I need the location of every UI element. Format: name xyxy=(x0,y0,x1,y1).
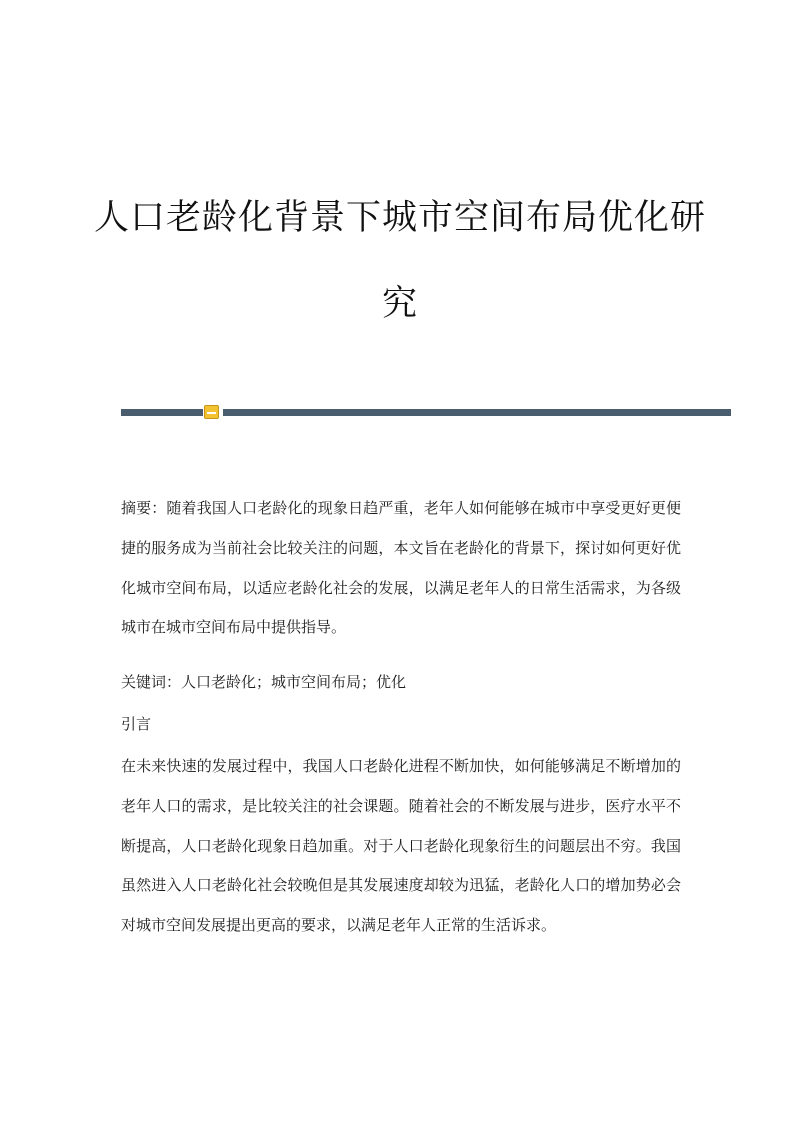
introduction-paragraph: 在未来快速的发展过程中，我国人口老龄化进程不断加快，如何能够满足不断增加的老年人口的需求，是比较关注的社会课题。随着社会的不断发展与进步，医疗水平不断提高，人口老龄化现象日趋加重。对于人口老龄化现象衍生的问题层出不穷。我国虽然进入人口老龄化社会较晚但是其发展速度却较为迅猛，老龄化人口的增加势必会对城市空间发展提出更高的要求，以满足老年人正常的生活诉求。 xyxy=(121,757,681,935)
document-title-line-1: 人口老龄化背景下城市空间布局优化研 xyxy=(93,198,706,238)
keywords-line: 关键词：人口老龄化；城市空间布局；优化 xyxy=(121,673,407,691)
title-divider-left xyxy=(121,409,203,416)
document-emblem-icon xyxy=(204,405,219,419)
introduction-heading: 引言 xyxy=(121,715,152,733)
document-title-line-2: 究 xyxy=(381,284,418,324)
title-divider-right xyxy=(223,409,731,416)
abstract-paragraph: 摘要：随着我国人口老龄化的现象日趋严重，老年人如何能够在城市中享受更好更便捷的服务成为当前社会比较关注的问题，本文旨在老龄化的背景下，探讨如何更好优化城市空间布局，以适应老龄化社会的发展，以满足老年人的日常生活需求，为各级城市在城市空间布局中提供指导。 xyxy=(121,499,681,637)
